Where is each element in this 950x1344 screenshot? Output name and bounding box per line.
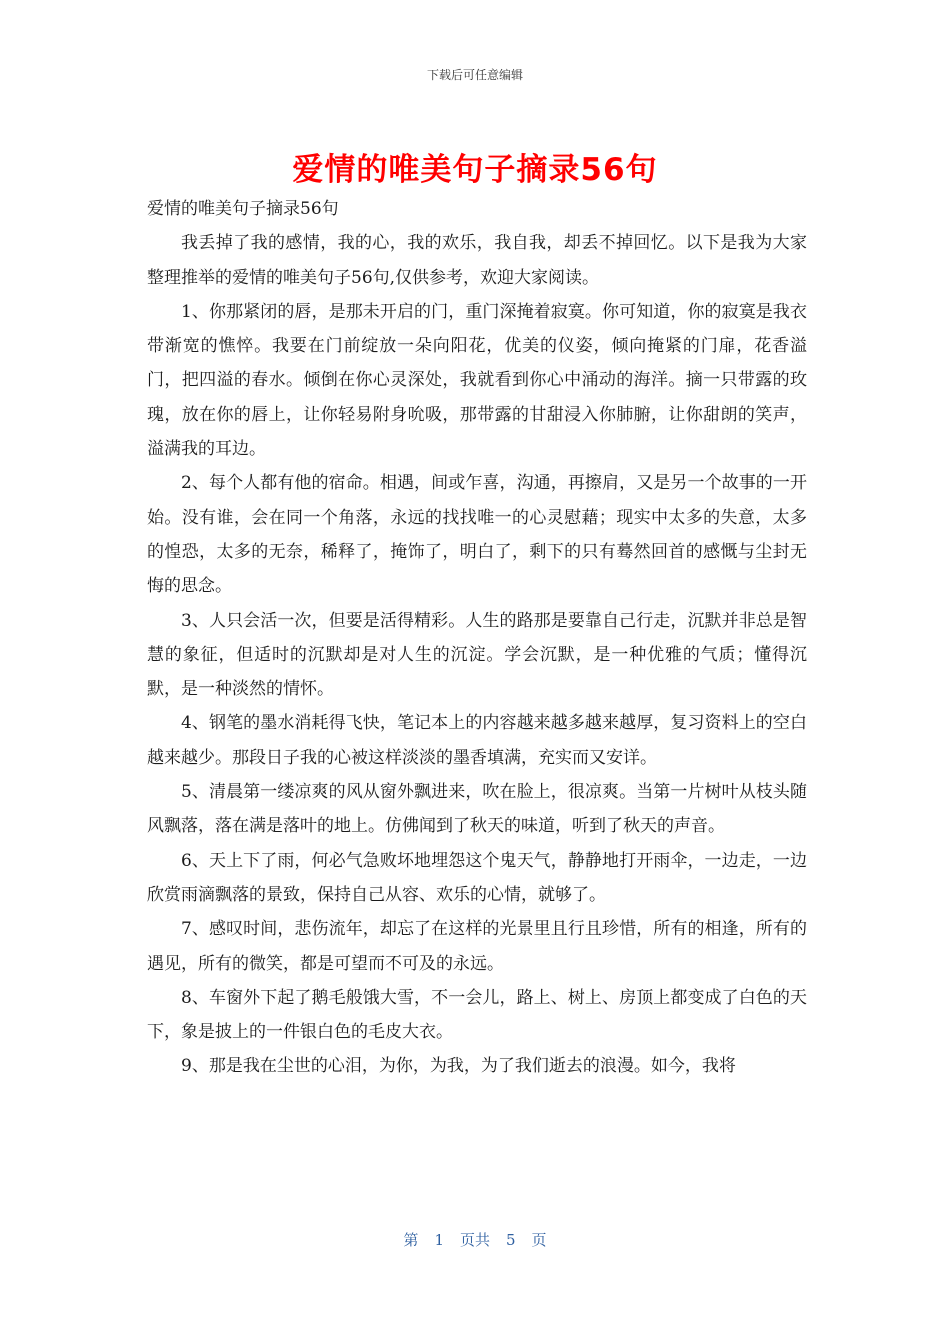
quote-paragraph-1: 1、你那紧闭的唇，是那未开启的门，重门深掩着寂寞。你可知道，你的寂寞是我衣带渐宽的憔悴。我要在门前绽放一朵向阳花，优美的仪姿，倾向掩紧的门扉，花香溢门，把四溢的春水。倾倒在你心灵深处，我就看到你心中涌动的海洋。摘一只带露的玫瑰，放在你的唇上，让你轻易附身吮吸，那带露的甘甜浸入你肺腑，让你甜朗的笑声，溢满我的耳边。 bbox=[147, 301, 807, 460]
document-subtitle: 爱情的唯美句子摘录56句 bbox=[147, 199, 339, 219]
intro-paragraph: 我丢掉了我的感情，我的心，我的欢乐，我自我，却丢不掉回忆。以下是我为大家整理推举的爱情的唯美句子56句,仅供参考，欢迎大家阅读。 bbox=[147, 233, 807, 288]
header-note: 下载后可任意编辑 bbox=[426, 68, 523, 82]
document-title: 爱情的唯美句子摘录56句 bbox=[292, 152, 658, 188]
quote-paragraph-8: 8、车窗外下起了鹅毛般饿大雪，不一会儿，路上、树上、房顶上都变成了白色的天下，象是披上的一件银白色的毛皮大衣。 bbox=[147, 987, 807, 1043]
quote-paragraph-4: 4、钢笔的墨水消耗得飞快，笔记本上的内容越来越多越来越厚，复习资料上的空白越来越少。那段日子我的心被这样淡淡的墨香填满，充实而又安详。 bbox=[147, 713, 807, 768]
quote-paragraph-6: 6、天上下了雨，何必气急败坏地埋怨这个鬼天气，静静地打开雨伞，一边走，一边欣赏雨滴飘落的景致，保持自己从容、欢乐的心情，就够了。 bbox=[147, 850, 807, 905]
document-body bbox=[147, 192, 807, 1084]
quote-paragraph-5: 5、清晨第一缕凉爽的风从窗外飘进来，吹在脸上，很凉爽。当第一片树叶从枝头随风飘落，落在满是落叶的地上。仿佛闻到了秋天的味道，听到了秋天的声音。 bbox=[147, 782, 807, 837]
footer-total-pages: 5 bbox=[506, 1231, 516, 1249]
footer-page-suffix: 页 bbox=[531, 1231, 547, 1249]
quote-paragraph-7: 7、感叹时间，悲伤流年，却忘了在这样的光景里且行且珍惜，所有的相逢，所有的遇见，所有的微笑，都是可望而不可及的永远。 bbox=[147, 919, 807, 974]
quote-paragraph-2: 2、每个人都有他的宿命。相遇，间或乍喜，沟通，再擦肩，又是另一个故事的一开始。没有谁，会在同一个角落，永远的找找唯一的心灵慰藉；现实中太多的失意，太多的惶恐，太多的无奈，稀释了，掩饰了，明白了，剩下的只有蓦然回首的感慨与尘封无悔的思念。 bbox=[147, 473, 807, 597]
page-footer bbox=[0, 1229, 950, 1250]
footer-page-label: 第 bbox=[403, 1231, 419, 1249]
quote-paragraph-3: 3、人只会活一次，但要是活得精彩。人生的路那是要靠自己行走，沉默并非总是智慧的象征，但适时的沉默却是对人生的沉淀。学会沉默，是一种优雅的气质；懂得沉默，是一种淡然的情怀。 bbox=[147, 610, 807, 700]
footer-total-label: 页共 bbox=[459, 1231, 490, 1249]
footer-page-number: 1 bbox=[434, 1231, 444, 1249]
quote-paragraph-9: 9、那是我在尘世的心泪，为你，为我，为了我们逝去的浪漫。如今，我将 bbox=[181, 1056, 736, 1077]
